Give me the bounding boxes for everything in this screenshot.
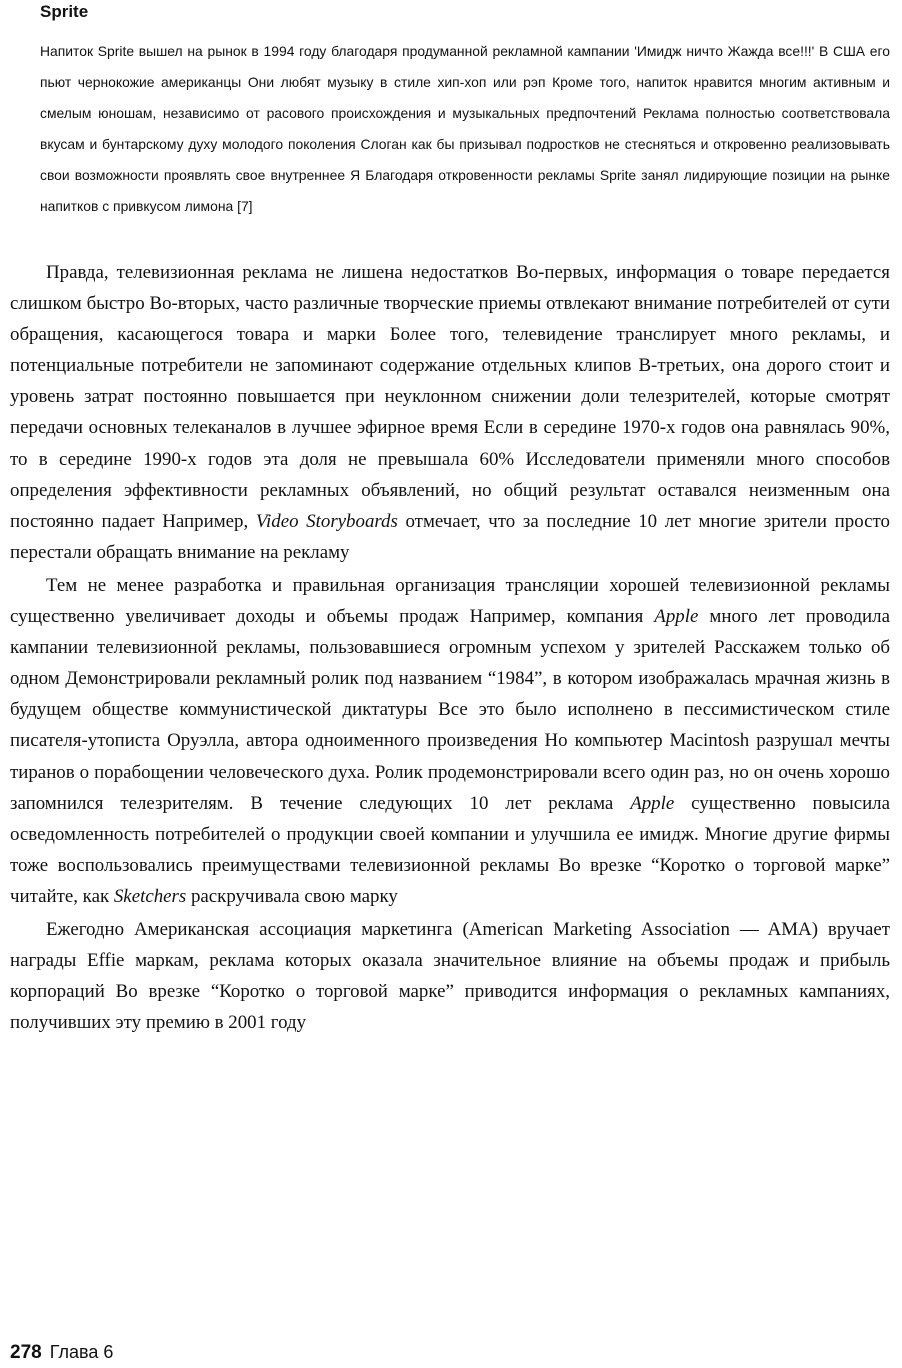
main-text bbox=[10, 257, 890, 1038]
paragraph-2-part-b: много лет проводила кампании телевизионной рекламы, пользовавшиеся огромным успехом у зрителей Расскажем только об одном Демонстрировали рекламный ролик под названием “1984”, в котором изображалась мрачная жизнь в будущем обществе коммунистической диктатуры Все это было исполнено в пессимистическом стиле писателя-утописта Оруэлла, автора одноименного произведения Но компьютер Macintosh разрушал мечты тиранов о порабощении человеческого духа. Ролик продемонстрировали всего один раз, но он очень хорошо запомнился телезрителям. В течение следующих 10 лет реклама bbox=[10, 606, 890, 814]
paragraph-2-part-a: Тем не менее разработка и правильная организация трансляции хорошей телевизионной рекламы существенно увеличивает доходы и объемы продаж Например, компания bbox=[10, 574, 890, 628]
chapter-label: Глава 6 bbox=[49, 1342, 114, 1362]
paragraph-2-part-c: существенно повысила осведомленность потребителей о продукции своей компании и улучшила ее имидж. Многие другие фирмы тоже воспользовались преимуществами телевизионной рекламы Во врезке “Коротко о торговой марке” читайте, как bbox=[10, 792, 890, 907]
sketchers-name: Sketchers bbox=[113, 885, 187, 907]
paragraph-1 bbox=[10, 257, 890, 568]
page-footer bbox=[10, 1342, 113, 1364]
sidebar-title: Sprite bbox=[40, 2, 89, 21]
paragraph-3: Ежегодно Американская ассоциация маркетинга (American Marketing Association — AMA) вручает награды Effie маркам, реклама которых оказала значительное влияние на объемы продаж и прибыль корпораций Во врезке “Коротко о торговой марке” приводится информация о рекламных кампаниях, получивших эту премию в 2001 году bbox=[10, 918, 890, 1034]
page-number: 278 bbox=[10, 1342, 42, 1363]
paragraph-1-part-b: отмечает, что за последние 10 лет многие зрители просто перестали обращать внимание на рекламу bbox=[10, 510, 890, 563]
paragraph-1-part-a: Правда, телевизионная реклама не лишена недостатков Во-первых, информация о товаре передается слишком быстро Во-вторых, часто различные творческие приемы отвлекают внимание потребителей от сути обращения, касающегося товара и марки Более того, телевидение транслирует много рекламы, и потенциальные потребители не запоминают содержание отдельных клипов В-третьих, она дорого стоит и уровень затрат постоянно повышается при неуклонном снижении доли телезрителей, которые смотрят передачи основных телеканалов в лучшее эфирное время Если в середине 1970-х годов она равнялась 90%, то в середине 1990-х годов эта доля не превышала 60% Исследователи применяли много способов определения эффективности рекламных объявлений, но общий результат оставался неизменным она постоянно падает Например, bbox=[10, 262, 890, 532]
video-storyboards-name: Video Storyboards bbox=[255, 510, 398, 532]
paragraph-2 bbox=[10, 570, 890, 912]
paragraph-2-part-d: раскручивала свою марку bbox=[186, 885, 398, 907]
apple-name: Apple bbox=[654, 606, 699, 628]
sidebar-text: Напиток Sprite вышел на рынок в 1994 году благодаря продуманной рекламной кампании 'Имидж ничто Жажда все!!!' В США его пьют чернокожие американцы Они любят музыку в стиле хип-хоп или рэп Кроме того, напиток нравится многим активным и смелым юношам, независимо от расового происхождения и музыкальных предпочтений Реклама полностью соответствовала вкусам и бунтарскому духу молодого поколения Слоган как бы призывал подростков не стесняться и откровенно реализовывать свои возможности проявлять свое внутреннее Я Благодаря откровенности рекламы Sprite занял лидирующие позиции на рынке напитков с привкусом лимона [7] bbox=[40, 43, 890, 214]
apple-name: Apple bbox=[630, 792, 675, 814]
